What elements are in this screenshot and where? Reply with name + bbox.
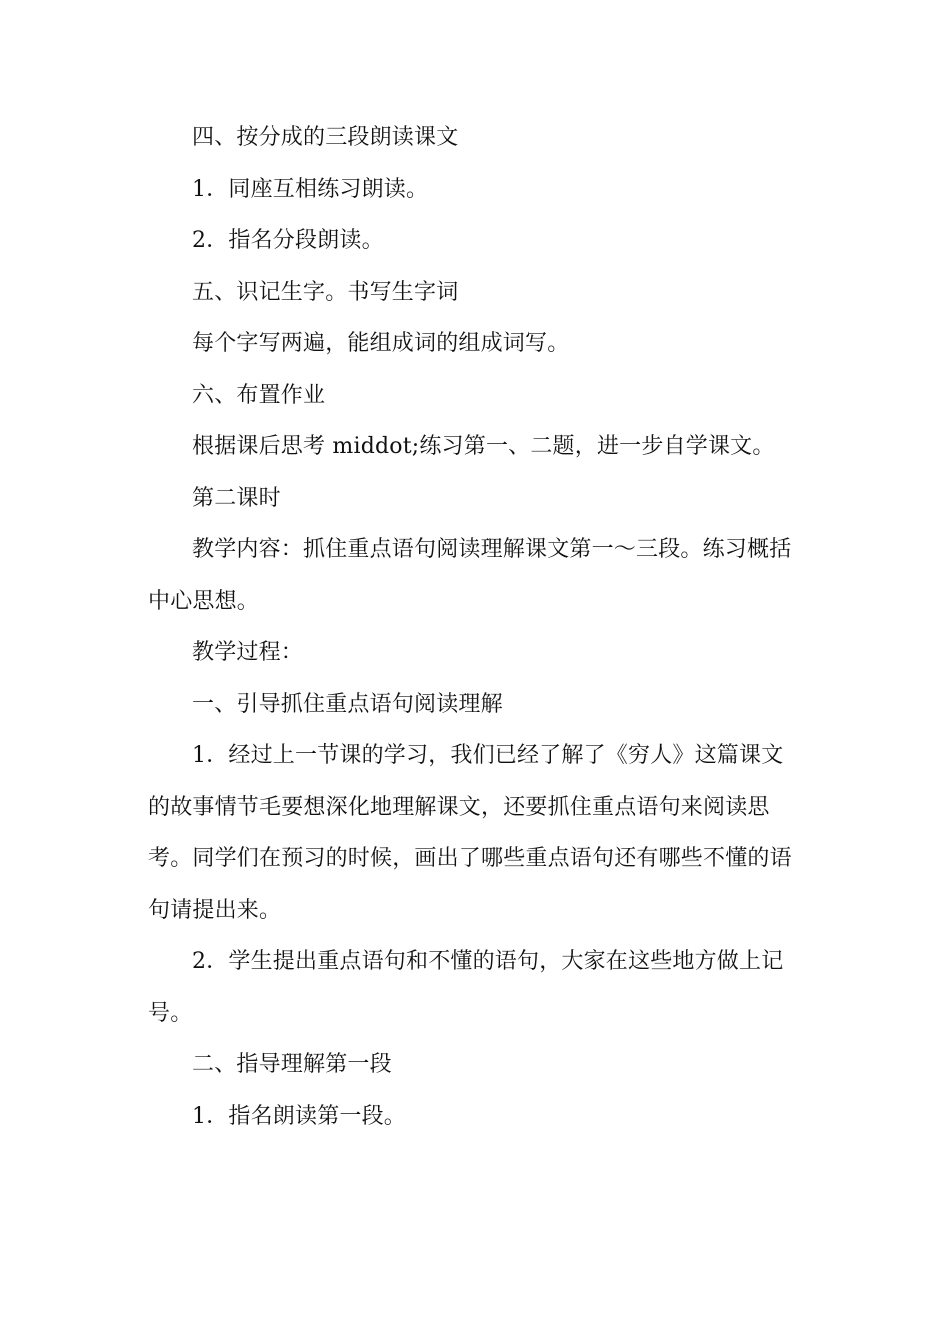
list-item-partner-reading: 1．同座互相练习朗读。 <box>192 176 429 202</box>
list-item-section-reading: 2．指名分段朗读。 <box>192 228 384 253</box>
paragraph-teaching-content: 教学内容：抓住重点语句阅读理解课文第一～三段。练习概括中心思想。 <box>148 537 792 614</box>
heading-first-section: 二、指导理解第一段 <box>192 1052 392 1077</box>
paragraph-writing-instruction: 每个字写两遍，能组成词的组成词写。 <box>192 331 570 356</box>
heading-read-in-three-sections: 四、按分成的三段朗读课文 <box>192 125 459 150</box>
list-item-read-first-section: 1．指名朗读第一段。 <box>192 1103 406 1129</box>
heading-learn-new-characters: 五、识记生字。书写生字词 <box>192 279 459 305</box>
heading-homework: 六、布置作业 <box>192 382 326 408</box>
heading-key-sentences: 一、引导抓住重点语句阅读理解 <box>192 691 503 717</box>
paragraph-teaching-process: 教学过程： <box>192 640 304 665</box>
list-item-mark-sentences: 2．学生提出重点语句和不懂的语句，大家在这些地方做上记号。 <box>148 949 784 1026</box>
document-body <box>148 112 800 1142</box>
list-item-review-story: 1．经过上一节课的学习，我们已经了解了《穷人》这篇课文的故事情节毛要想深化地理解课文，还要抓住重点语句来阅读思考。同学们在预习的时候，画出了哪些重点语句还有哪些不懂的语句请提出来。 <box>148 743 792 923</box>
heading-second-lesson: 第二课时 <box>192 485 281 511</box>
paragraph-homework-detail: 根据课后思考 middot;练习第一、二题，进一步自学课文。 <box>192 434 775 459</box>
